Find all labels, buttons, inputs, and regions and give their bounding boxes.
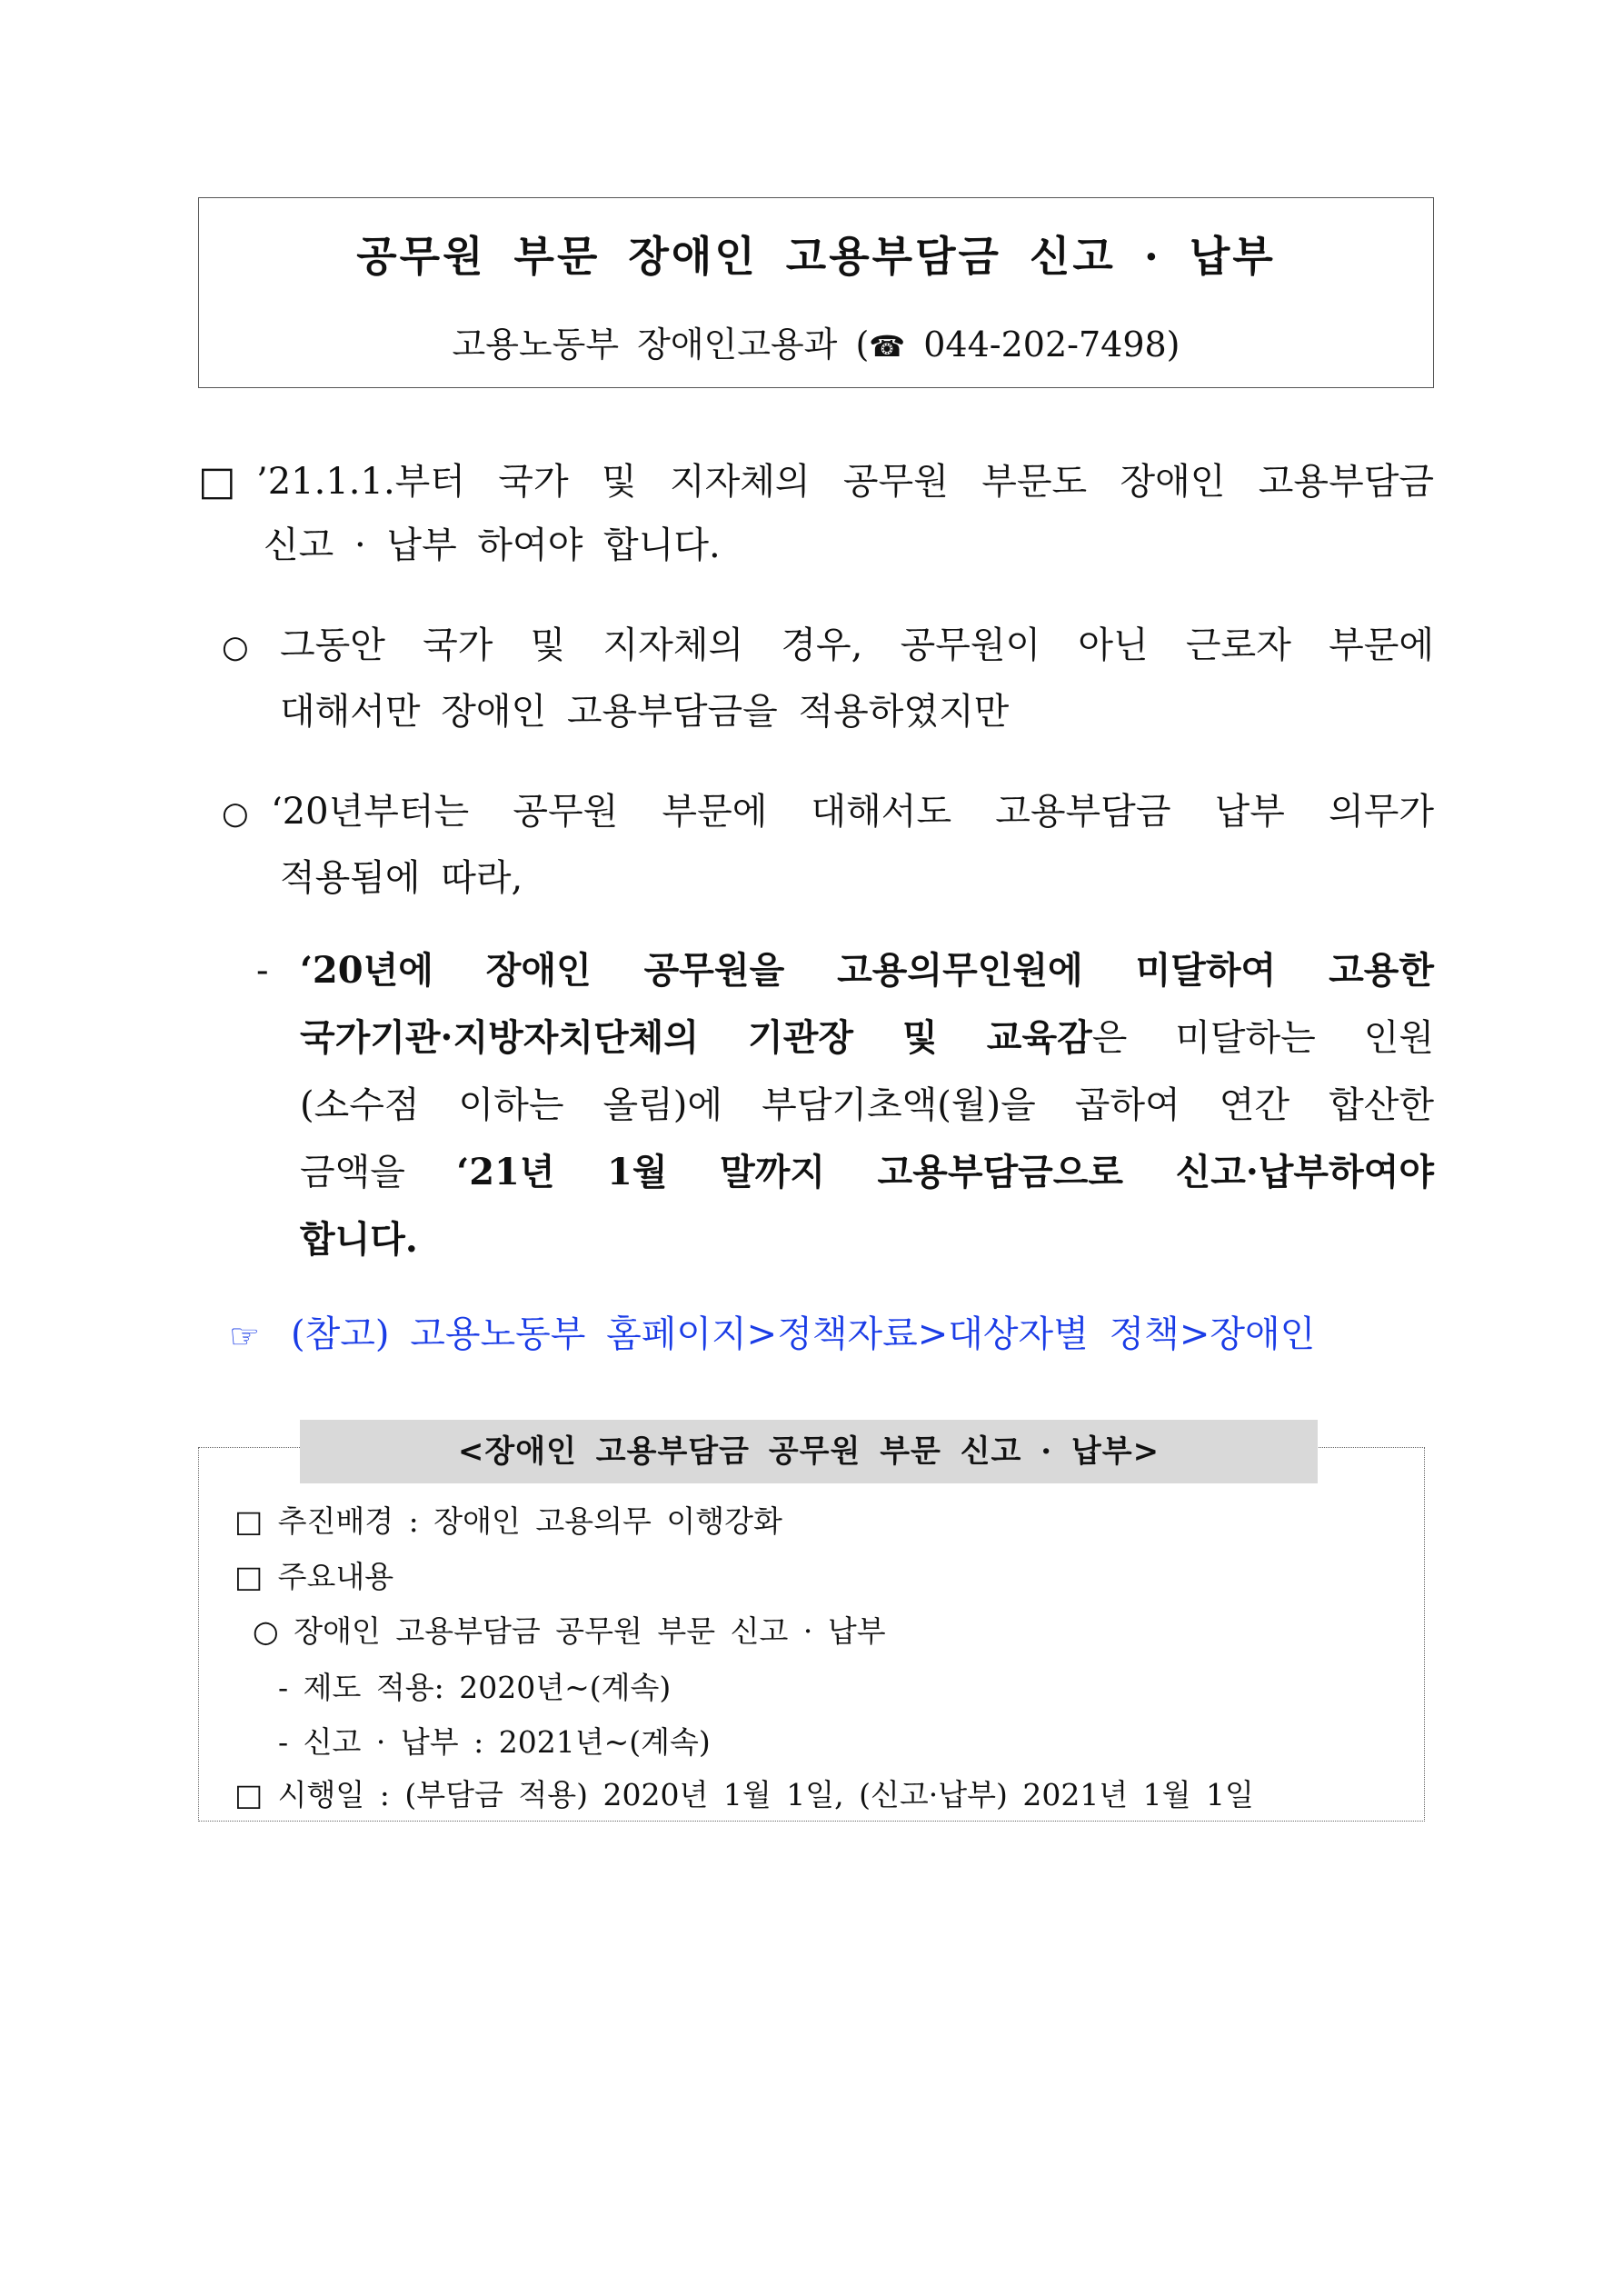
summary-sub2: - 신고 · 납부 : 2021년~(계속) [278,1724,711,1760]
summary-contents: □ 주요내용 [234,1559,394,1594]
sub1-line2 [300,1016,1434,1059]
summary-background: □ 추진배경 : 장애인 고용의무 이행강화 [234,1503,782,1539]
phone-number: 044-202-7498) [905,324,1180,364]
sub1-line1: ‘20년에 장애인 공무원을 고용의무인원에 미달하여 고용한 [300,949,1434,992]
department-contact [199,316,1433,366]
section1-line2: 신고 · 납부 하여야 합니다. [264,524,721,566]
summary-effective-date: □ 시행일 : (부담금 적용) 2020년 1월 1일, (신고·납부) 2021년 1월 1일 [234,1777,1254,1812]
sub1-line3: (소수점 이하는 올림)에 부담기초액(월)을 곱하여 연간 합산한 [300,1084,1434,1126]
sub1-bullet: - [256,950,269,992]
sub1-line2-normal: 은 미달하는 인원 [1091,1017,1434,1059]
title-box [198,197,1434,388]
phone-icon: ☎ [869,329,906,364]
pointing-hand-icon: ☞ [229,1316,261,1356]
item1-line2: 대해서만 장애인 고용부담금을 적용하였지만 [280,691,1010,733]
sub1-line4-bold: ‘21년 1월 말까지 고용부담금으로 신고·납부하여야 [456,1151,1434,1193]
summary-sub1: - 제도 적용: 2020년~(계속) [278,1670,672,1705]
section-bullet: □ [198,458,236,504]
item1-line1: 그동안 국가 및 지자체의 경우, 공무원이 아닌 근로자 부문에 [280,624,1434,666]
item1-bullet: ○ [222,629,249,665]
sub1-line2-bold: 국가기관·지방자치단체의 기관장 및 교육감 [300,1016,1092,1059]
department-name: 고용노동부 장애인고용과 ( [452,324,870,364]
sub1-line5: 합니다. [300,1218,418,1261]
item2-line1: ‘20년부터는 공무원 부문에 대해서도 고용부담금 납부 의무가 [271,791,1434,833]
sub1-line4-normal: 금액을 [300,1152,457,1193]
summary-contents-item: ○ 장애인 고용부담금 공무원 부문 신고 · 납부 [253,1613,886,1649]
reference-link[interactable]: (참고) 고용노동부 홈페이지>정책자료>대상자별 정책>장애인 [291,1313,1316,1355]
section1-line1: ’21.1.1.부터 국가 및 지자체의 공무원 부문도 장애인 고용부담금 [256,461,1434,503]
sub1-line4 [300,1151,1434,1193]
item2-bullet: ○ [222,795,249,832]
summary-title: <장애인 고용부담금 공무원 부문 신고 · 납부> [300,1420,1318,1483]
document-title: 공무원 부문 장애인 고용부담금 신고 · 납부 [356,232,1276,281]
item2-line2: 적용됨에 따라, [280,857,523,899]
